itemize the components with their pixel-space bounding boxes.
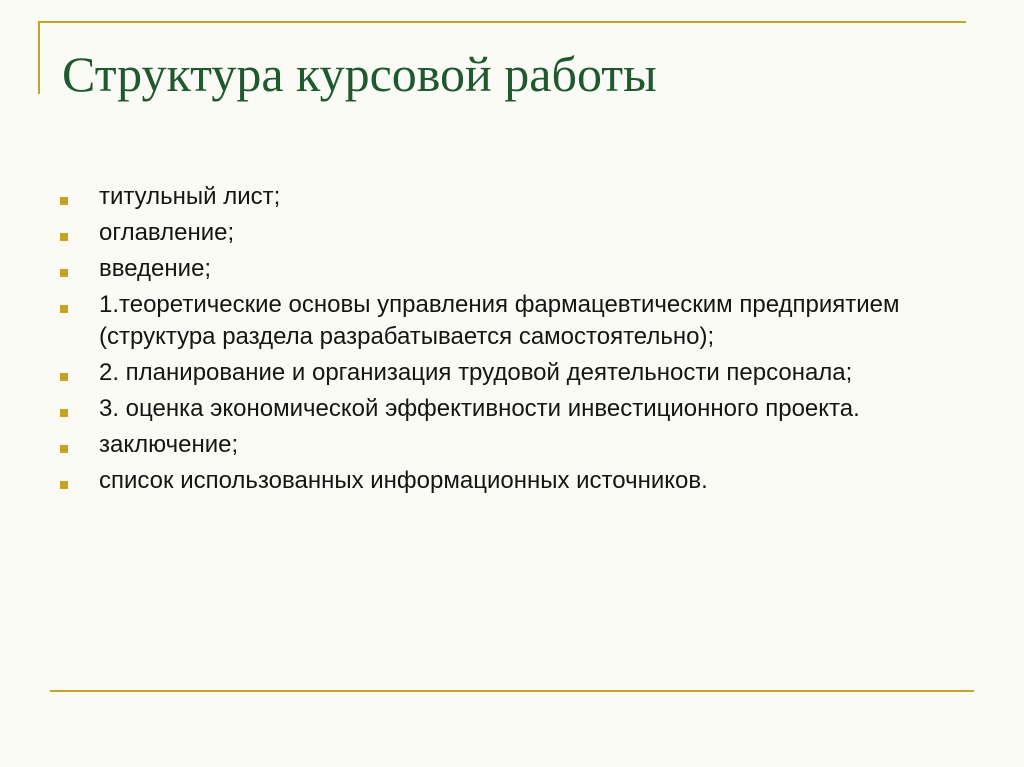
square-bullet-icon: [60, 445, 68, 453]
list-item: [60, 465, 960, 497]
list-item: [60, 217, 960, 249]
list-item-text: заключение;: [99, 431, 239, 458]
list-item-text: 1.теоретические основы управления фармацевтическим предприятием (структура раздела разрабатывается самостоятельно);: [99, 291, 900, 350]
list-item: [60, 289, 960, 353]
list-item: [60, 393, 960, 425]
list-item-text: список использованных информационных источников.: [99, 467, 708, 494]
left-divider: [38, 21, 40, 94]
list-item: [60, 357, 960, 389]
list-item-text: титульный лист;: [99, 183, 281, 210]
bottom-divider: [50, 690, 974, 692]
square-bullet-icon: [60, 305, 68, 313]
list-item-text: оглавление;: [99, 219, 235, 246]
slide-title: Структура курсовой работы: [62, 46, 657, 102]
list-item: [60, 429, 960, 461]
square-bullet-icon: [60, 481, 68, 489]
list-item-text: 3. оценка экономической эффективности инвестиционного проекта.: [99, 395, 860, 422]
square-bullet-icon: [60, 197, 68, 205]
square-bullet-icon: [60, 373, 68, 381]
bullet-list: [60, 181, 960, 501]
square-bullet-icon: [60, 269, 68, 277]
list-item: [60, 181, 960, 213]
top-divider: [38, 21, 966, 23]
list-item: [60, 253, 960, 285]
list-item-text: введение;: [99, 255, 212, 282]
list-item-text: 2. планирование и организация трудовой деятельности персонала;: [99, 359, 853, 386]
square-bullet-icon: [60, 233, 68, 241]
square-bullet-icon: [60, 409, 68, 417]
